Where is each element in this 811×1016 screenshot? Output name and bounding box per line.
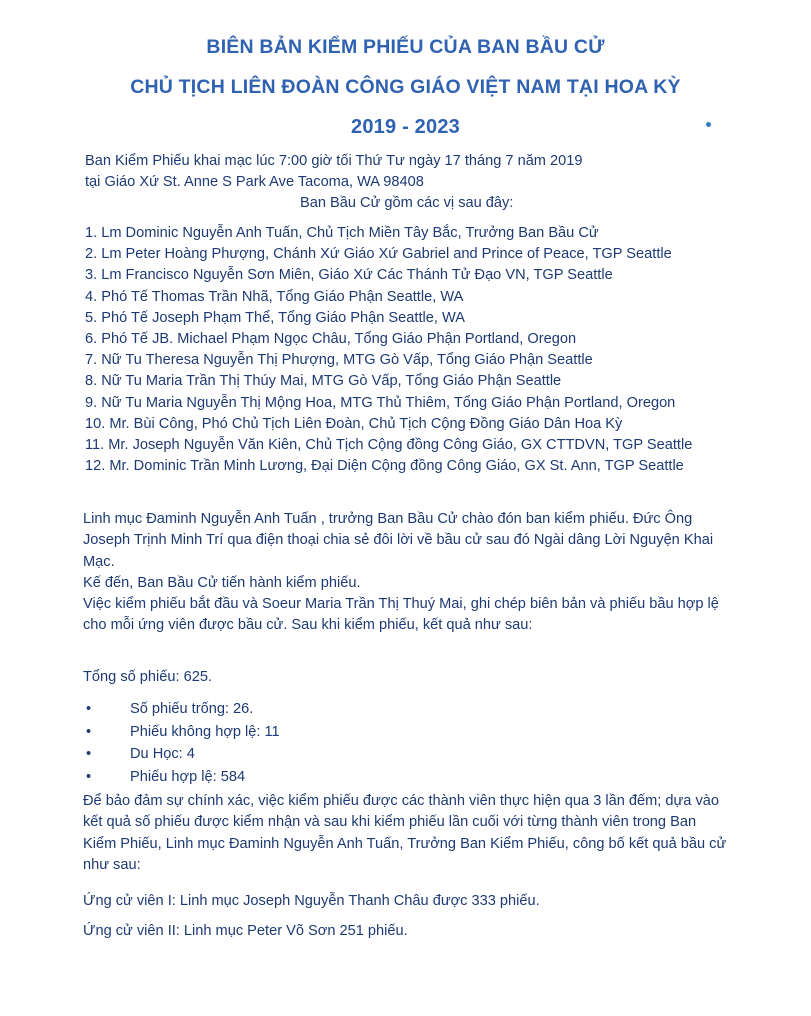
member-item: 10. Mr. Bùi Công, Phó Chủ Tịch Liên Đoàn, Chủ Tịch Cộng Đồng Giáo Dân Hoa Kỳ <box>85 415 623 432</box>
member-item: 5. Phó Tế Joseph Phạm Thể, Tổng Giáo Phận Seattle, WA <box>85 309 465 326</box>
member-item: 3. Lm Francisco Nguyễn Sơn Miên, Giáo Xứ Các Thánh Tử Đạo VN, TGP Seattle <box>85 267 613 284</box>
vote-breakdown-text: Phiếu hợp lệ: 584 <box>130 768 246 785</box>
intro-line-2: tại Giáo Xứ St. Anne S Park Ave Tacoma, WA 98408 <box>85 174 424 190</box>
total-votes: Tổng số phiếu: 625. <box>83 669 213 685</box>
bullet-icon: • <box>86 701 92 717</box>
member-item: 2. Lm Peter Hoàng Phượng, Chánh Xứ Giáo Xứ Gabriel and Prince of Peace, TGP Seattle <box>85 246 672 263</box>
paragraph-verification: Để bảo đảm sự chính xác, việc kiểm phiếu được các thành viên thực hiện qua 3 lần đếm; dựa vào kết quả số phiếu được kiểm nhận và sau khi kiểm phiếu lần cuối với từng thành viên trong Ban Kiểm Phiếu, Linh mục Đaminh Nguyễn Anh Tuấn, Trưởng Ban Kiểm Phiếu, công bố kết quả bầu cử như sau: <box>83 793 727 873</box>
member-item: 9. Nữ Tu Maria Nguyễn Thị Mộng Hoa, MTG Thủ Thiêm, Tổng Giáo Phận Portland, Oregon <box>85 394 676 411</box>
intro-line-3: Ban Bầu Cử gồm các vị sau đây: <box>300 195 514 211</box>
member-item: 12. Mr. Dominic Trần Minh Lương, Đại Diện Cộng đồng Công Giáo, GX St. Ann, TGP Seattle <box>85 458 684 475</box>
member-item: 4. Phó Tế Thomas Trần Nhã, Tổng Giáo Phận Seattle, WA <box>85 288 464 305</box>
candidate-1-result: Ứng cử viên I: Linh mục Joseph Nguyễn Thanh Châu được 333 phiếu. <box>83 893 540 909</box>
vote-breakdown-list <box>83 698 280 788</box>
intro-line-1: Ban Kiểm Phiếu khai mạc lúc 7:00 giờ tối Thứ Tư ngày 17 tháng 7 năm 2019 <box>85 153 583 169</box>
member-item: 1. Lm Dominic Nguyễn Anh Tuấn, Chủ Tịch Miền Tây Bắc, Trưởng Ban Bầu Cử <box>85 225 599 241</box>
paragraph-welcome: Linh mục Đaminh Nguyễn Anh Tuấn , trưởng Ban Bầu Cử chào đón ban kiểm phiếu. Đức Ông Joseph Trịnh Minh Trí qua điện thoại chia sẻ đôi lời về bầu cử sau đó Ngài dâng Lời Nguyện Khai Mạc. <box>83 511 714 570</box>
vote-breakdown-item <box>83 743 280 766</box>
candidate-2-result: Ứng cử viên II: Linh mục Peter Võ Sơn 251 phiếu. <box>83 923 408 939</box>
member-list <box>85 223 692 477</box>
vote-breakdown-text: Số phiếu trống: 26. <box>130 701 254 717</box>
bullet-icon: • <box>86 768 92 785</box>
vote-breakdown-text: Phiếu không hợp lệ: 11 <box>130 723 280 740</box>
vote-breakdown-item <box>83 721 280 744</box>
title-line-1: BIÊN BẢN KIỂM PHIẾU CỦA BAN BẦU CỬ <box>206 36 605 58</box>
decorative-dot <box>706 122 711 127</box>
vote-breakdown-item <box>83 698 280 721</box>
vote-breakdown-text: Du Học: 4 <box>130 746 195 762</box>
member-item: 6. Phó Tế JB. Michael Phạm Ngọc Châu, Tổng Giáo Phận Portland, Oregon <box>85 331 577 348</box>
member-item: 8. Nữ Tu Maria Trần Thị Thúy Mai, MTG Gò Vấp, Tổng Giáo Phận Seattle <box>85 373 562 390</box>
member-item: 7. Nữ Tu Theresa Nguyễn Thị Phượng, MTG Gò Vấp, Tổng Giáo Phận Seattle <box>85 352 593 369</box>
vote-breakdown-item <box>83 766 280 789</box>
paragraph-counting-start: Kế đến, Ban Bầu Cử tiến hành kiểm phiếu. <box>83 575 361 591</box>
title-line-2: CHỦ TỊCH LIÊN ĐOÀN CÔNG GIÁO VIỆT NAM TẠI HOA KỲ <box>130 76 681 98</box>
title-line-3: 2019 - 2023 <box>351 116 460 138</box>
bullet-icon: • <box>86 723 92 740</box>
member-item: 11. Mr. Joseph Nguyễn Văn Kiên, Chủ Tịch Cộng đồng Công Giáo, GX CTTDVN, TGP Seattle <box>85 437 693 454</box>
bullet-icon: • <box>86 746 92 762</box>
paragraph-counting-process: Việc kiểm phiếu bắt đầu và Soeur Maria Trần Thị Thuý Mai, ghi chép biên bản và phiếu bầu hợp lệ cho mỗi ứng viên được bầu cử. Sau khi kiểm phiếu, kết quả như sau: <box>83 596 719 634</box>
